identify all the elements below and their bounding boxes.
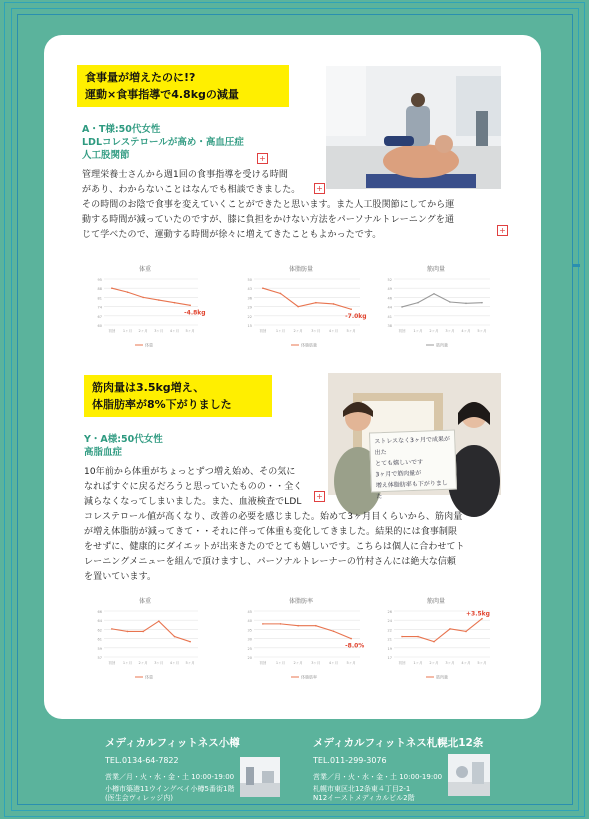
y-tick-label: 59	[97, 646, 102, 651]
x-tick-label: 4ヶ月	[328, 329, 339, 333]
y-tick-label: 43	[247, 287, 252, 292]
chart-title: 筋肉量	[426, 598, 446, 605]
series-line	[263, 288, 351, 309]
data-point	[401, 636, 403, 638]
chart-annotation: -7.0kg	[345, 313, 367, 321]
footer-sapporo-photo	[448, 754, 490, 796]
y-tick-label: 44	[387, 305, 392, 310]
x-tick-label: 5ヶ月	[346, 329, 356, 333]
chart-annotation: -8.0%	[345, 642, 365, 650]
y-tick-label: 20	[247, 656, 252, 660]
y-tick-label: 45	[247, 610, 252, 614]
legend-label: 体重	[145, 342, 153, 348]
y-tick-label: 22	[387, 628, 392, 633]
case1-body-text: 管理栄養士さんから週1回の食事指導を受ける時間 があり、わからないことはなんでも相談できました。 その時間のお陰で食事を変えていくことができたと思います。また人工股関節にしてから運 動する時間が減っていたのですが、膝に負担をかけない方法をパーソナルトレーニングを通 じて学べたので、運動する時間が徐々に増えてきたこともよかったです。	[82, 170, 455, 240]
x-tick-label: 1ヶ月	[413, 661, 423, 665]
data-point	[280, 293, 282, 295]
y-tick-label: 26	[387, 610, 392, 614]
y-tick-label: 67	[97, 314, 102, 319]
data-point	[481, 302, 483, 304]
x-tick-label: 3ヶ月	[154, 661, 164, 665]
y-tick-label: 57	[97, 656, 102, 660]
x-tick-label: 4ヶ月	[328, 661, 339, 665]
x-tick-label: 4ヶ月	[169, 329, 180, 333]
data-point	[401, 306, 403, 308]
data-point	[174, 636, 176, 638]
chart-svg	[236, 595, 366, 687]
margin-marker	[572, 264, 580, 267]
x-tick-label: 5ヶ月	[185, 661, 195, 665]
data-point	[111, 287, 113, 289]
y-tick-label: 35	[247, 628, 252, 633]
data-point	[189, 641, 191, 643]
data-point	[417, 302, 419, 304]
x-tick-label: 初回	[398, 661, 406, 665]
legend-label: 体脂肪率	[301, 674, 317, 680]
y-tick-label: 15	[247, 324, 252, 328]
y-tick-label: 24	[387, 619, 392, 624]
x-tick-label: 1ヶ月	[122, 329, 133, 333]
data-point	[481, 618, 483, 620]
whiteboard-line: 3ヶ月で筋肉量が	[375, 469, 422, 479]
x-tick-label: 4ヶ月	[461, 329, 471, 333]
x-tick-label: 3ヶ月	[311, 329, 321, 333]
footer-otaru: メディカルフィットネス小樽 TEL.0134-64-7822 営業／月・火・水・金・土 10:00-19:00 小樽市築港11ウイングベイ小樽5番街1階 (医生会ヴィレッジ内)	[105, 737, 240, 802]
chart-svg	[86, 263, 204, 355]
x-tick-label: 2ヶ月	[138, 329, 148, 333]
x-tick-label: 初回	[259, 661, 267, 665]
whiteboard-line: とても嬉しいです	[374, 458, 424, 468]
y-tick-label: 74	[97, 305, 102, 310]
case2-headline: 筋肉量は3.5kg増え、 体脂肪率が8%下がりました	[84, 375, 272, 417]
x-tick-label: 1ヶ月	[275, 329, 286, 333]
content-card	[44, 35, 541, 719]
x-tick-label: 3ヶ月	[311, 661, 321, 665]
legend-label: 筋肉量	[436, 674, 448, 680]
x-tick-label: 5ヶ月	[477, 661, 487, 665]
x-tick-label: 1ヶ月	[413, 329, 423, 333]
case1-person-info: A・T様:50代女性 LDLコレステロールが高め・高血圧症 人工股関節	[82, 124, 244, 161]
y-tick-label: 88	[97, 287, 102, 292]
data-point	[297, 306, 299, 308]
footer-sapporo: メディカルフィットネス札幌北12条 TEL.011-299-3076 営業／月・火・水・金・土 10:00-19:00 札幌市東区北12条東４丁目2-1 N12イーストメディカルビル2階	[313, 737, 484, 802]
chart-title: 体重	[138, 266, 152, 273]
y-tick-label: 60	[97, 324, 102, 328]
legend-label: 体脂肪量	[301, 342, 317, 348]
y-tick-label: 66	[97, 610, 102, 614]
case2-body-text: 10年前から体重がちょっとずつ増え始め、その気に なればすぐに戻るだろうと思っていたものの・・全く 減らなくなってしまいました。また、血液検査でLDL コレステロール値が高くなり、改善の必要を感じました。始めて3ヶ月目くらいから、筋肉量 が増え体脂肪が減ってきて・・それに伴って体重も変化してきました。結果的には食事制限 をせずに、健康的にダイエットが出来きたのでとても嬉しいです。こちらは個人に合わせてト レーニングメニューを組んで頂けますし、パーソナルトレーナーの竹村さんには絶大な信頼 を置いています。	[84, 467, 465, 582]
case1-headline: 食事量が増えたのに!? 運動×食事指導で4.8kgの減量	[77, 65, 289, 107]
data-point	[111, 628, 113, 630]
data-point	[315, 625, 317, 627]
data-point	[262, 623, 264, 625]
x-tick-label: 初回	[108, 329, 116, 333]
footer-otaru-photo	[240, 757, 280, 797]
data-point	[350, 308, 352, 310]
data-point	[449, 628, 451, 630]
series-line	[402, 619, 482, 642]
data-point	[262, 287, 264, 289]
series-line	[402, 294, 482, 307]
y-tick-label: 21	[387, 637, 392, 642]
data-point	[189, 304, 191, 306]
y-tick-label: 40	[247, 619, 252, 624]
chart-case2-muscle-mass	[376, 595, 496, 691]
data-point	[465, 631, 467, 633]
x-tick-label: 2ヶ月	[429, 329, 439, 333]
x-tick-label: 5ヶ月	[346, 661, 356, 665]
case2-person-info: Y・A様:50代女性 高脂血症	[84, 434, 163, 458]
plus-icon: +	[257, 153, 268, 164]
x-tick-label: 3ヶ月	[445, 329, 455, 333]
y-tick-label: 50	[247, 278, 252, 282]
x-tick-label: 2ヶ月	[293, 329, 303, 333]
y-tick-label: 17	[387, 656, 392, 660]
chart-svg	[376, 595, 496, 687]
data-point	[465, 303, 467, 305]
chart-title: 体脂肪量	[288, 266, 314, 273]
data-point	[449, 301, 451, 303]
y-tick-label: 61	[97, 637, 102, 642]
y-tick-label: 52	[387, 278, 392, 282]
y-tick-label: 41	[387, 314, 392, 319]
data-point	[433, 293, 435, 295]
legend-label: 筋肉量	[436, 342, 448, 348]
y-tick-label: 19	[387, 646, 392, 651]
plus-icon: +	[314, 183, 325, 194]
series-line	[263, 624, 351, 639]
data-point	[127, 291, 129, 293]
data-point	[127, 631, 129, 633]
data-point	[433, 641, 435, 643]
data-point	[350, 638, 352, 640]
plus-icon: +	[497, 225, 508, 236]
y-tick-label: 81	[97, 296, 102, 301]
chart-case2-body-fat-pct	[236, 595, 366, 691]
chart-svg	[376, 263, 496, 355]
x-tick-label: 1ヶ月	[275, 661, 286, 665]
x-tick-label: 5ヶ月	[185, 329, 195, 333]
whiteboard-line: 増え体脂肪率も下がりました	[375, 479, 448, 501]
x-tick-label: 初回	[259, 329, 267, 333]
series-line	[112, 288, 190, 305]
data-point	[174, 302, 176, 304]
y-tick-label: 38	[387, 324, 392, 328]
x-tick-label: 4ヶ月	[461, 661, 471, 665]
chart-case1-muscle-mass	[376, 263, 496, 359]
data-point	[142, 631, 144, 633]
y-tick-label: 36	[247, 296, 252, 301]
chart-case2-weight	[86, 595, 204, 691]
data-point	[315, 302, 317, 304]
x-tick-label: 初回	[398, 329, 406, 333]
x-tick-label: 2ヶ月	[429, 661, 439, 665]
chart-annotation: -4.8kg	[184, 309, 206, 317]
chart-annotation: +3.5kg	[466, 610, 490, 618]
x-tick-label: 3ヶ月	[154, 329, 164, 333]
data-point	[142, 297, 144, 299]
data-point	[333, 630, 335, 632]
data-point	[297, 625, 299, 627]
data-point	[333, 303, 335, 305]
y-tick-label: 22	[247, 314, 252, 319]
y-tick-label: 46	[387, 296, 392, 301]
y-tick-label: 62	[97, 628, 102, 633]
chart-svg	[86, 595, 204, 687]
whiteboard-line: ストレスなく3ヶ月で成果が出た	[374, 435, 451, 457]
legend-label: 体重	[145, 674, 153, 680]
chart-case1-weight	[86, 263, 204, 359]
x-tick-label: 初回	[108, 661, 116, 665]
y-tick-label: 64	[97, 619, 102, 624]
x-tick-label: 2ヶ月	[138, 661, 148, 665]
y-tick-label: 95	[97, 278, 102, 282]
y-tick-label: 29	[247, 305, 252, 310]
plus-icon: +	[314, 491, 325, 502]
chart-title: 筋肉量	[426, 266, 446, 273]
y-tick-label: 25	[247, 646, 252, 651]
data-point	[158, 620, 160, 622]
data-point	[158, 299, 160, 301]
y-tick-label: 30	[247, 637, 252, 642]
x-tick-label: 1ヶ月	[122, 661, 133, 665]
data-point	[280, 623, 282, 625]
x-tick-label: 3ヶ月	[445, 661, 455, 665]
y-tick-label: 49	[387, 287, 392, 292]
chart-case1-fat-mass	[236, 263, 366, 359]
x-tick-label: 4ヶ月	[169, 661, 180, 665]
x-tick-label: 5ヶ月	[477, 329, 487, 333]
chart-title: 体脂肪率	[288, 598, 314, 605]
data-point	[417, 636, 419, 638]
chart-title: 体重	[138, 598, 152, 605]
x-tick-label: 2ヶ月	[293, 661, 303, 665]
chart-svg	[236, 263, 366, 355]
